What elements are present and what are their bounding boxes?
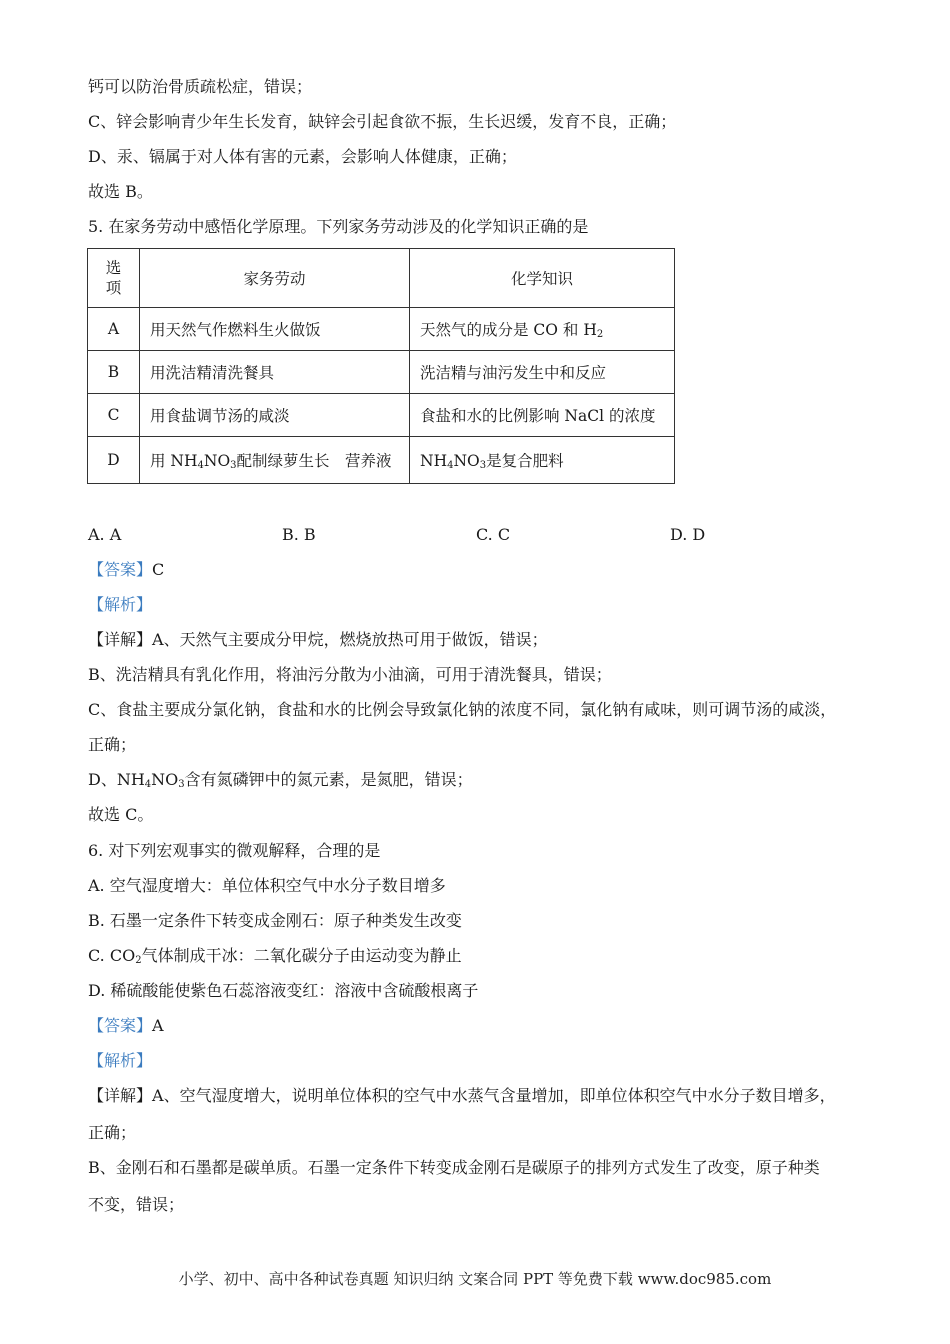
analysis-tag: 【解析】 <box>88 1051 153 1070</box>
table-row: D 用 $NH_4NO_3$配制绿萝生长 营养液 $NH_4NO_3$是复合肥料 <box>88 437 675 484</box>
question-6-stem: 6. 对下列宏观事实的微观解释，合理的是 <box>88 841 381 860</box>
detail-line: B、金刚石和石墨都是碳单质。石墨一定条件下转变成金刚石是碳原子的排列方式发生了改变，原子种类 <box>88 1158 820 1177</box>
header-knowledge: 化学知识 <box>410 249 675 308</box>
option-d: D. 稀硫酸能使紫色石蕊溶液变红：溶液中含硫酸根离子 <box>88 981 479 1000</box>
text-line: C、锌会影响青少年生长发育，缺锌会引起食欲不振，生长迟缓，发育不良，正确； <box>88 112 677 131</box>
option-c: C. C <box>476 525 511 544</box>
detail-line: 正确； <box>88 1123 137 1142</box>
option-a: A. A <box>88 525 122 544</box>
detail-line: D、$NH_4NO_3$含有氮磷钾中的氮元素，是氮肥，错误； <box>88 770 473 790</box>
text-line: 钙可以防治骨质疏松症，错误； <box>88 77 313 96</box>
question-5-stem: 5. 在家务劳动中感悟化学原理。下列家务劳动涉及的化学知识正确的是 <box>88 217 589 236</box>
table-row: C 用食盐调节汤的咸淡 食盐和水的比例影响 NaCl 的浓度 <box>88 394 675 437</box>
detail-line: B、洗洁精具有乳化作用，将油污分散为小油滴，可用于清洗餐具，错误； <box>88 665 612 684</box>
option-c: C. $CO_2$气体制成干冰：二氧化碳分子由运动变为静止 <box>88 946 462 966</box>
table-row: B 用洗洁精清洗餐具 洗洁精与油污发生中和反应 <box>88 351 675 394</box>
option-a: A. 空气湿度增大：单位体积空气中水分子数目增多 <box>88 876 446 895</box>
table-row: A 用天然气作燃料生火做饭 天然气的成分是 CO 和 $H_2$ <box>88 308 675 351</box>
header-option: 选 项 <box>88 249 140 308</box>
text-line: 故选 B。 <box>88 182 153 201</box>
page-footer: 小学、初中、高中各种试卷真题 知识归纳 文案合同 PPT 等免费下载 www.doc985.com <box>178 1270 772 1288</box>
answer-line: 【答案】A <box>88 1016 164 1035</box>
conclusion-line: 故选 C。 <box>88 805 154 824</box>
detail-line: 【详解】A、天然气主要成分甲烷，燃烧放热可用于做饭，错误； <box>88 630 548 649</box>
analysis-tag: 【解析】 <box>88 595 153 614</box>
detail-line: 不变，错误； <box>88 1195 185 1214</box>
option-b: B. B <box>282 525 316 544</box>
option-b: B. 石墨一定条件下转变成金刚石：原子种类发生改变 <box>88 911 462 930</box>
detail-line: 正确； <box>88 735 137 754</box>
detail-line: 【详解】A、空气湿度增大，说明单位体积的空气中水蒸气含量增加，即单位体积空气中水分子数目增多， <box>88 1086 836 1105</box>
detail-line: C、食盐主要成分氯化钠，食盐和水的比例会导致氯化钠的浓度不同，氯化钠有咸味，则可调节汤的咸淡， <box>88 700 837 719</box>
header-labor: 家务劳动 <box>140 249 410 308</box>
answer-line: 【答案】C <box>88 560 165 579</box>
option-d: D. D <box>670 525 706 544</box>
text-line: D、汞、镉属于对人体有害的元素，会影响人体健康，正确； <box>88 147 517 166</box>
question-5-table <box>87 248 675 484</box>
table-header-row <box>88 249 675 308</box>
